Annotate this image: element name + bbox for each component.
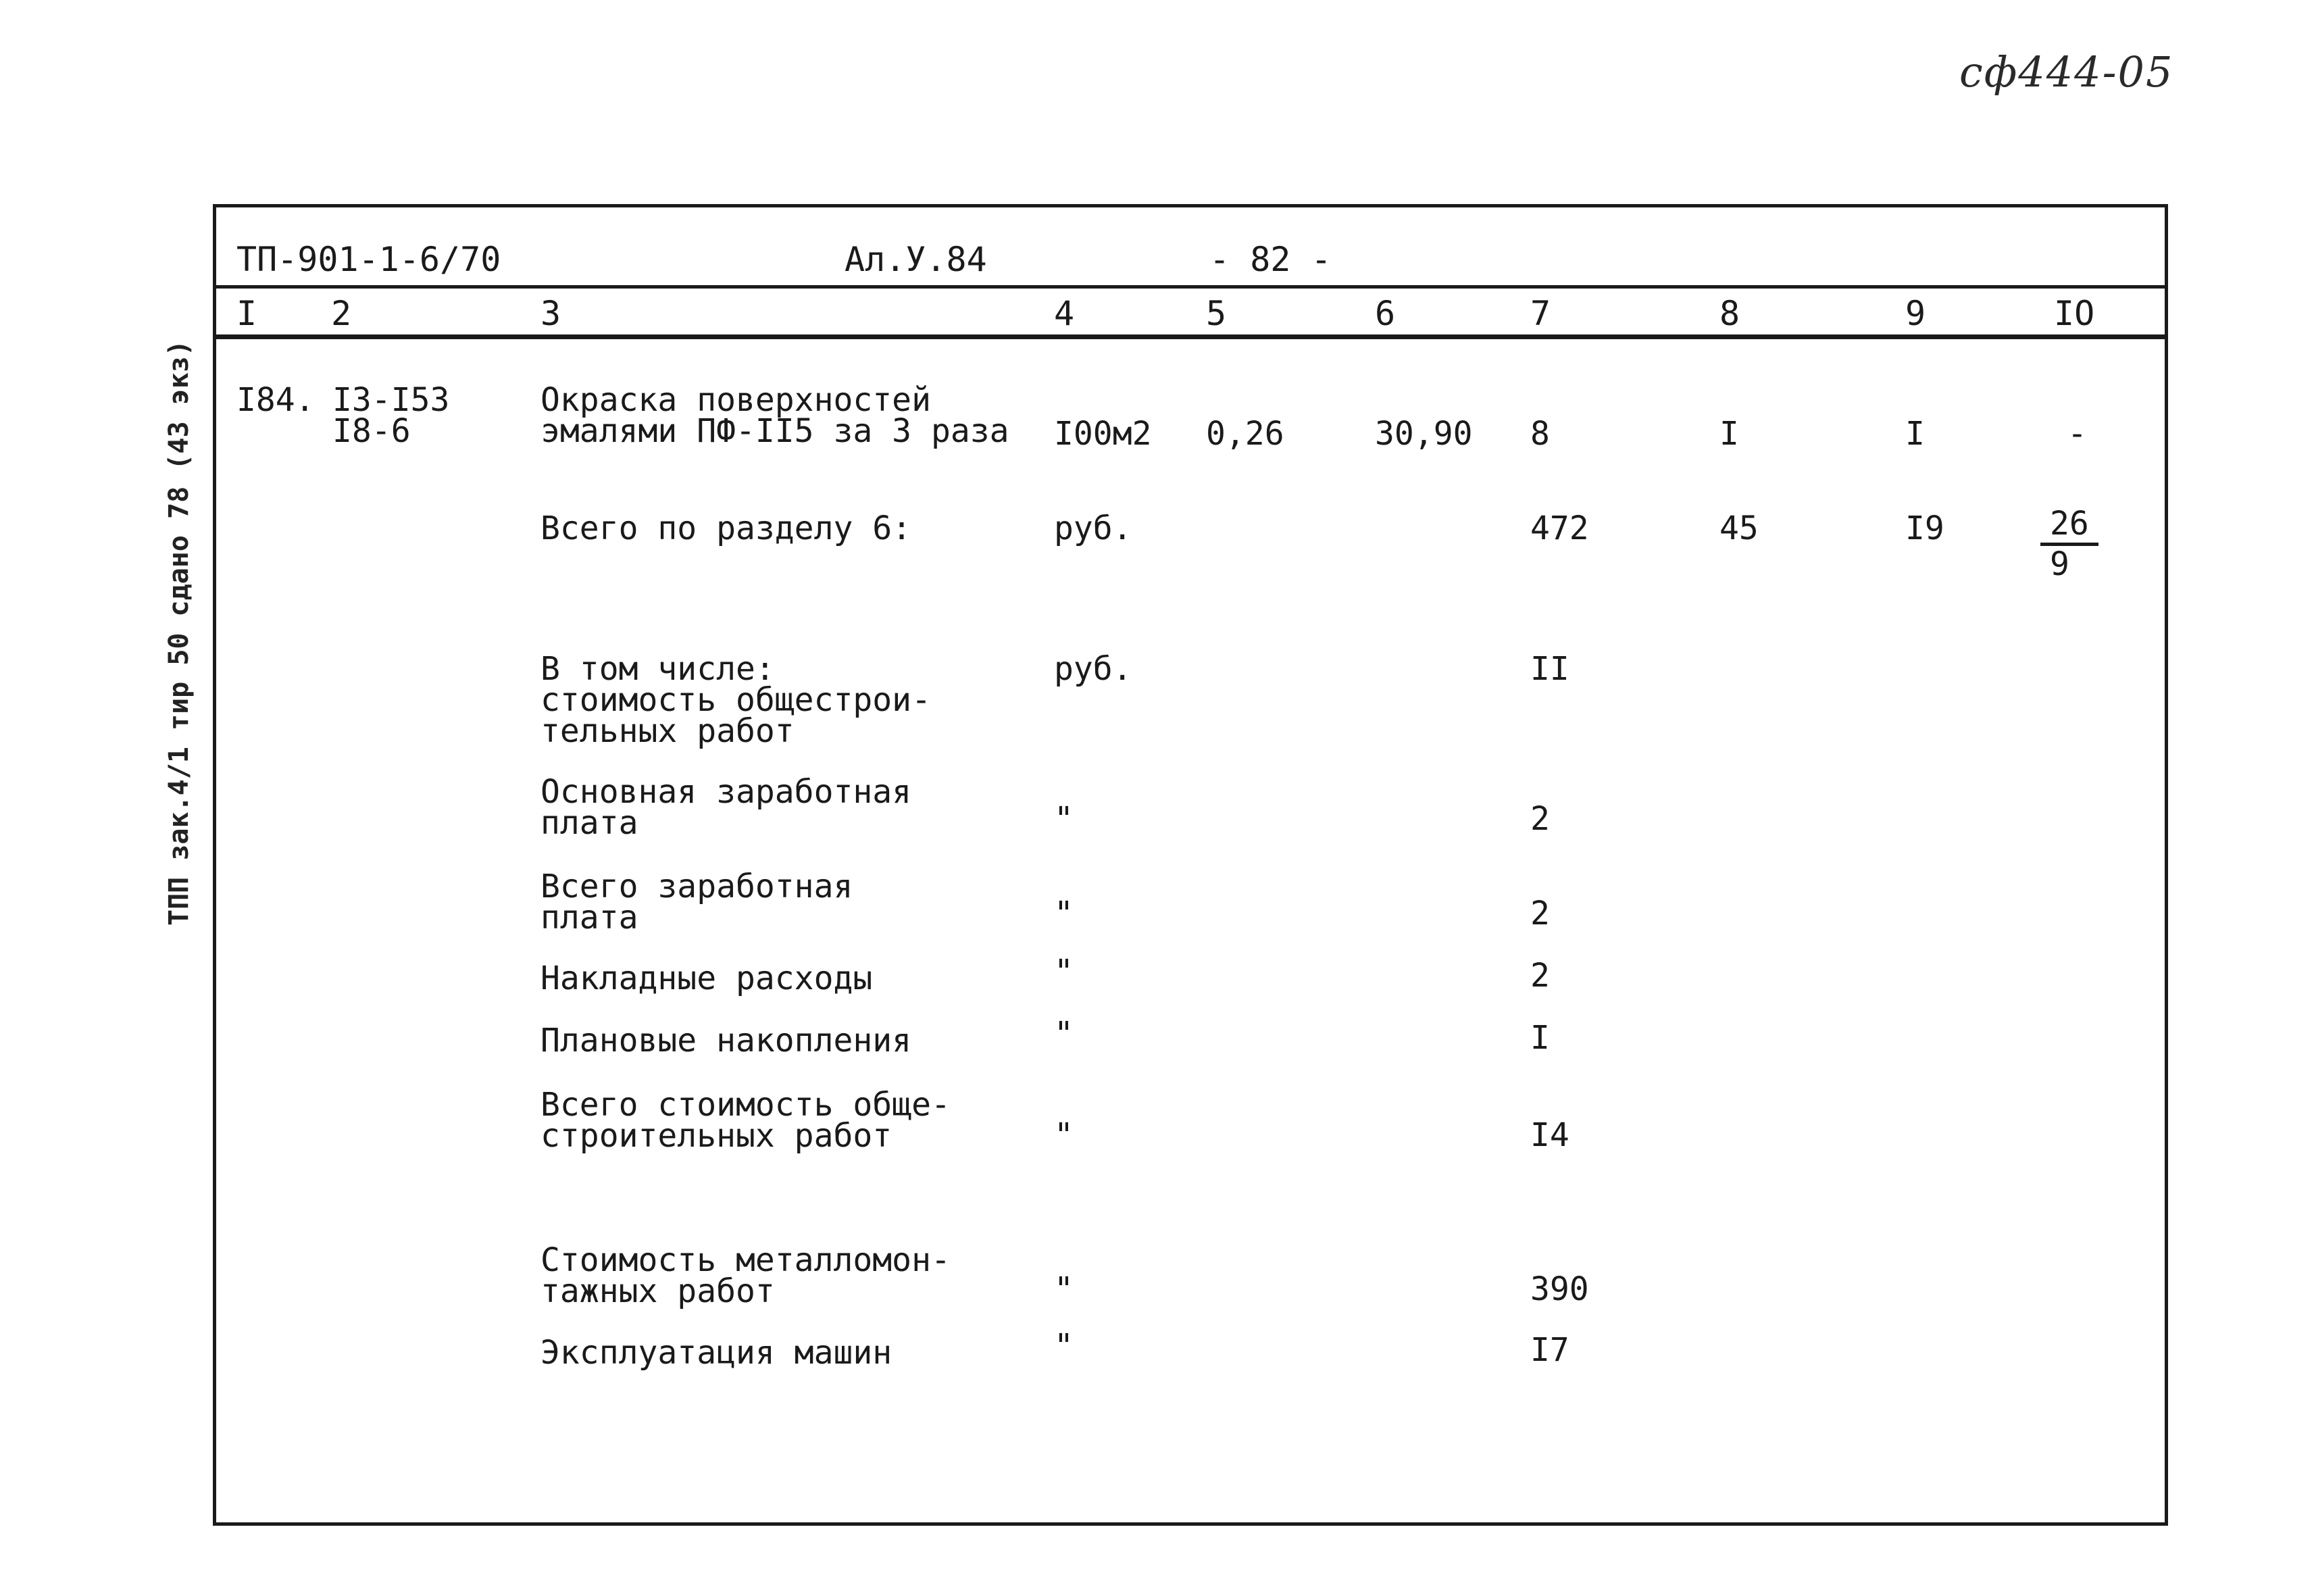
col-num-6: 6 (1375, 294, 1396, 333)
row-unit-base-wages: " (1054, 800, 1074, 838)
item-quantity: 0,26 (1206, 415, 1284, 453)
row-unit-overhead: " (1054, 953, 1074, 991)
col-num-8: 8 (1719, 294, 1740, 333)
section-total-unit: руб. (1054, 509, 1132, 547)
row-value-planned-savings: I (1530, 1019, 1550, 1057)
row-label-planned-savings: Плановые накопления (540, 1022, 912, 1059)
section-total-col10-numerator: 26 (2040, 505, 2098, 546)
row-label-base-wages: Основная заработная плата (540, 773, 912, 842)
row-unit-machine-operation: " (1054, 1327, 1074, 1365)
row-value-general-construction: II (1530, 650, 1569, 688)
row-label-total-wages: Всего заработная плата (540, 868, 853, 937)
col-num-4: 4 (1054, 294, 1075, 333)
row-label-machine-operation: Эксплуатация машин (540, 1334, 892, 1372)
row-label-general-construction: В том числе: стоимость общестрои- тельных работ (540, 650, 931, 750)
side-stamp: ТПП зак.4/1 тир 50 сдано 78 (43 экз) (164, 340, 195, 926)
corner-handwritten-note: сф444-05 (1959, 47, 2174, 97)
item-col10: - (2067, 415, 2087, 453)
page-number: - 82 - (1209, 240, 1332, 279)
doc-code: ТП-901-1-6/70 (236, 240, 501, 279)
col-num-3: 3 (540, 294, 561, 333)
column-rule (216, 334, 2165, 339)
row-value-total-wages: 2 (1530, 895, 1550, 932)
item-number: I84. (236, 381, 315, 419)
col-num-1: I (236, 294, 257, 333)
row-label-metal-installation: Стоимость металломон- тажных работ (540, 1241, 951, 1310)
col-num-7: 7 (1530, 294, 1551, 333)
item-description: Окраска поверхностей эмалями ПФ-II5 за 3 раза (540, 381, 1009, 450)
header-rule (216, 285, 2165, 289)
item-unit-price: 30,90 (1375, 415, 1473, 453)
row-unit-planned-savings: " (1054, 1015, 1074, 1053)
item-ref-line2: I8-6 (332, 412, 411, 450)
section-total-col9: I9 (1905, 509, 1944, 547)
item-col7: 8 (1530, 415, 1550, 453)
row-value-machine-operation: I7 (1530, 1331, 1569, 1369)
col-num-2: 2 (331, 294, 352, 333)
col-num-9: 9 (1905, 294, 1926, 333)
row-label-overhead: Накладные расходы (540, 959, 873, 997)
row-unit-general-construction: руб. (1054, 650, 1132, 688)
album-ref: Ал.У.84 (845, 240, 987, 279)
col-num-5: 5 (1206, 294, 1227, 333)
section-total-col10-denominator: 9 (2050, 545, 2069, 583)
row-unit-total-wages: " (1054, 895, 1074, 932)
item-col9: I (1905, 415, 1925, 453)
section-total-col8: 45 (1719, 509, 1759, 547)
row-value-total-general-construction: I4 (1530, 1116, 1569, 1154)
section-total-label: Всего по разделу 6: (540, 509, 912, 547)
row-label-total-general-construction: Всего стоимость обще- строительных работ (540, 1086, 951, 1155)
item-ref-line1: I3-I53 (332, 381, 450, 419)
row-unit-metal-installation: " (1054, 1270, 1074, 1308)
row-value-overhead: 2 (1530, 957, 1550, 995)
item-col8: I (1719, 415, 1739, 453)
col-num-10: IO (2054, 294, 2095, 333)
row-value-metal-installation: 390 (1530, 1270, 1589, 1308)
item-unit: I00м2 (1054, 415, 1152, 453)
document-frame (213, 204, 2168, 1526)
row-value-base-wages: 2 (1530, 800, 1550, 838)
row-unit-total-general-construction: " (1054, 1116, 1074, 1154)
section-total-col7: 472 (1530, 509, 1589, 547)
